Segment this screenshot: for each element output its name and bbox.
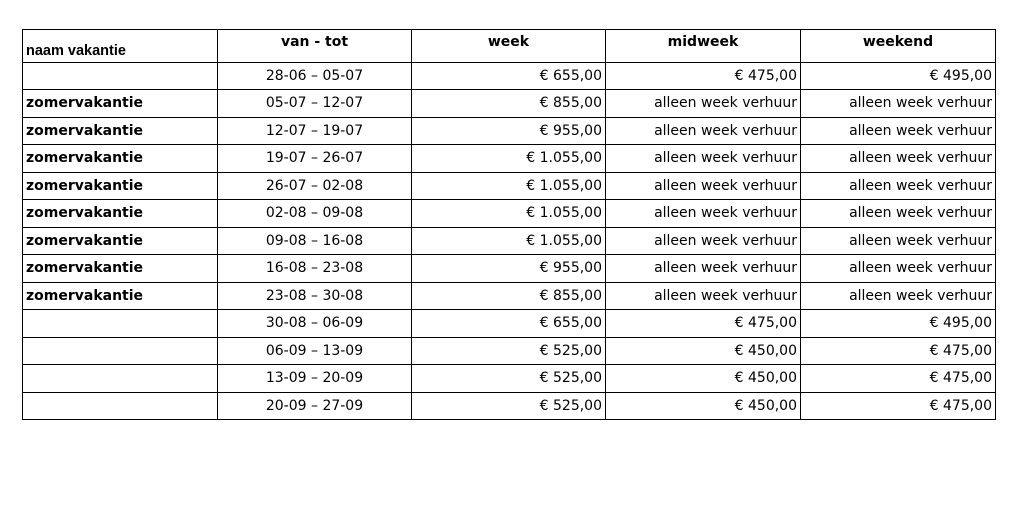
cell-dates: 05-07 – 12-07 xyxy=(218,90,412,118)
cell-dates: 06-09 – 13-09 xyxy=(218,337,412,365)
cell-name xyxy=(23,62,218,90)
cell-week-price: € 955,00 xyxy=(412,255,606,283)
table-row xyxy=(23,310,996,338)
table-row xyxy=(23,90,996,118)
cell-week-price: € 855,00 xyxy=(412,282,606,310)
table-row xyxy=(23,337,996,365)
cell-midweek-price: alleen week verhuur xyxy=(606,282,801,310)
cell-name xyxy=(23,392,218,420)
cell-name: zomervakantie xyxy=(23,282,218,310)
cell-midweek-price: alleen week verhuur xyxy=(606,255,801,283)
cell-midweek-price: € 475,00 xyxy=(606,310,801,338)
cell-name: zomervakantie xyxy=(23,90,218,118)
cell-week-price: € 525,00 xyxy=(412,337,606,365)
cell-week-price: € 525,00 xyxy=(412,365,606,393)
cell-dates: 26-07 – 02-08 xyxy=(218,172,412,200)
header-row xyxy=(23,30,996,63)
cell-dates: 19-07 – 26-07 xyxy=(218,145,412,173)
cell-weekend-price: alleen week verhuur xyxy=(801,90,996,118)
cell-dates: 16-08 – 23-08 xyxy=(218,255,412,283)
cell-name: zomervakantie xyxy=(23,117,218,145)
cell-dates: 30-08 – 06-09 xyxy=(218,310,412,338)
price-table xyxy=(22,29,996,420)
cell-week-price: € 855,00 xyxy=(412,90,606,118)
cell-name xyxy=(23,337,218,365)
cell-weekend-price: alleen week verhuur xyxy=(801,255,996,283)
cell-dates: 20-09 – 27-09 xyxy=(218,392,412,420)
cell-weekend-price: alleen week verhuur xyxy=(801,282,996,310)
cell-dates: 13-09 – 20-09 xyxy=(218,365,412,393)
header-week: week xyxy=(412,30,606,63)
header-weekend: weekend xyxy=(801,30,996,63)
cell-week-price: € 1.055,00 xyxy=(412,200,606,228)
cell-midweek-price: alleen week verhuur xyxy=(606,200,801,228)
cell-dates: 02-08 – 09-08 xyxy=(218,200,412,228)
cell-midweek-price: alleen week verhuur xyxy=(606,172,801,200)
cell-midweek-price: € 450,00 xyxy=(606,365,801,393)
cell-name: zomervakantie xyxy=(23,227,218,255)
cell-weekend-price: € 495,00 xyxy=(801,62,996,90)
cell-weekend-price: € 475,00 xyxy=(801,337,996,365)
table-body xyxy=(23,62,996,420)
cell-weekend-price: € 475,00 xyxy=(801,392,996,420)
table-row xyxy=(23,62,996,90)
cell-midweek-price: alleen week verhuur xyxy=(606,90,801,118)
cell-midweek-price: alleen week verhuur xyxy=(606,117,801,145)
cell-name: zomervakantie xyxy=(23,145,218,173)
cell-name: zomervakantie xyxy=(23,200,218,228)
cell-dates: 09-08 – 16-08 xyxy=(218,227,412,255)
cell-week-price: € 655,00 xyxy=(412,62,606,90)
cell-weekend-price: € 475,00 xyxy=(801,365,996,393)
cell-midweek-price: € 450,00 xyxy=(606,337,801,365)
cell-week-price: € 525,00 xyxy=(412,392,606,420)
cell-midweek-price: alleen week verhuur xyxy=(606,145,801,173)
cell-weekend-price: € 495,00 xyxy=(801,310,996,338)
cell-week-price: € 1.055,00 xyxy=(412,145,606,173)
table-row xyxy=(23,365,996,393)
cell-name: zomervakantie xyxy=(23,172,218,200)
cell-dates: 12-07 – 19-07 xyxy=(218,117,412,145)
cell-weekend-price: alleen week verhuur xyxy=(801,145,996,173)
cell-dates: 28-06 – 05-07 xyxy=(218,62,412,90)
table-row xyxy=(23,145,996,173)
table-row xyxy=(23,255,996,283)
table-row xyxy=(23,117,996,145)
header-dates: van - tot xyxy=(218,30,412,63)
header-name: naam vakantie xyxy=(23,30,218,63)
cell-weekend-price: alleen week verhuur xyxy=(801,117,996,145)
table-row xyxy=(23,282,996,310)
cell-week-price: € 655,00 xyxy=(412,310,606,338)
cell-name xyxy=(23,310,218,338)
table-row xyxy=(23,227,996,255)
cell-midweek-price: alleen week verhuur xyxy=(606,227,801,255)
cell-week-price: € 1.055,00 xyxy=(412,227,606,255)
cell-name xyxy=(23,365,218,393)
cell-week-price: € 955,00 xyxy=(412,117,606,145)
cell-dates: 23-08 – 30-08 xyxy=(218,282,412,310)
cell-week-price: € 1.055,00 xyxy=(412,172,606,200)
cell-weekend-price: alleen week verhuur xyxy=(801,200,996,228)
cell-midweek-price: € 450,00 xyxy=(606,392,801,420)
table-row xyxy=(23,172,996,200)
table-row xyxy=(23,392,996,420)
cell-midweek-price: € 475,00 xyxy=(606,62,801,90)
cell-name: zomervakantie xyxy=(23,255,218,283)
header-midweek: midweek xyxy=(606,30,801,63)
cell-weekend-price: alleen week verhuur xyxy=(801,227,996,255)
cell-weekend-price: alleen week verhuur xyxy=(801,172,996,200)
table-row xyxy=(23,200,996,228)
